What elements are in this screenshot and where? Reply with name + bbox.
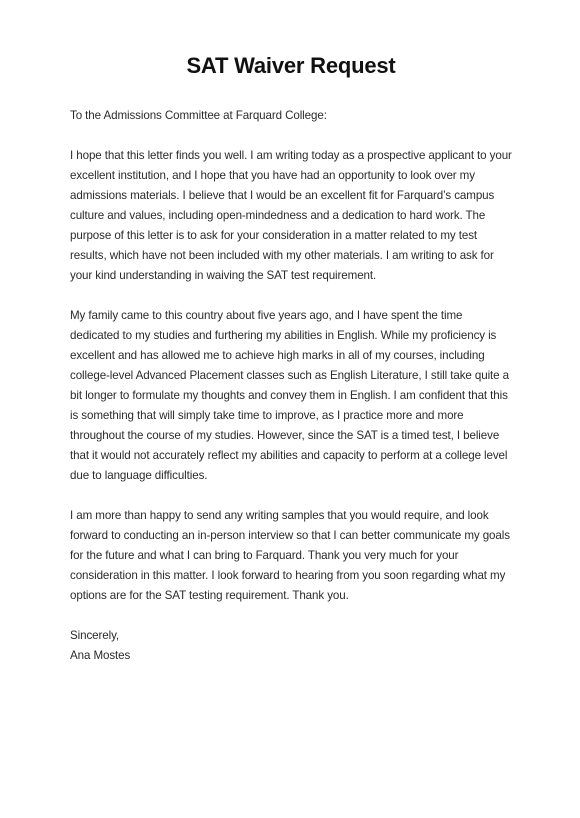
signature-name: Ana Mostes (70, 649, 131, 662)
page-title: SAT Waiver Request (186, 53, 396, 78)
salutation: To the Admissions Committee at Farquard College: (70, 109, 327, 122)
paragraph-1: I hope that this letter finds you well. I am writing today as a prospective applicant to your excellent institution, and I hope that you have had an opportunity to look over my admissions materials. I believe that I would be an excellent fit for Farquard’s campus culture and values, including open-mindedness and a dedication to hard work. The purpose of this letter is to ask for your consideration in a matter related to my test results, which have not been included with my other materials. I am writing to ask for your kind understanding in waiving the SAT test requirement. (70, 149, 512, 282)
closing: Sincerely, (70, 629, 120, 642)
letter-body (70, 106, 512, 666)
signature-block (70, 626, 512, 666)
paragraph-3: I am more than happy to send any writing samples that you would require, and look forward to conducting an in-person interview so that I can better communicate my goals for the future and what I can bring to Farquard. Thank you very much for your consideration in this matter. I look forward to hearing from you soon regarding what my options are for the SAT testing requirement. Thank you. (70, 509, 510, 602)
paragraph-2: My family came to this country about five years ago, and I have spent the time dedicated to my studies and furthering my abilities in English. While my proficiency is excellent and has allowed me to achieve high marks in all of my courses, including college-level Advanced Placement classes such as English Literature, I still take quite a bit longer to formulate my thoughts and convey them in English. I am confident that this is something that will simply take time to improve, as I practice more and more throughout the course of my studies. However, since the SAT is a timed test, I believe that it would not accurately reflect my abilities and capacity to perform at a college level due to language difficulties. (70, 309, 509, 482)
